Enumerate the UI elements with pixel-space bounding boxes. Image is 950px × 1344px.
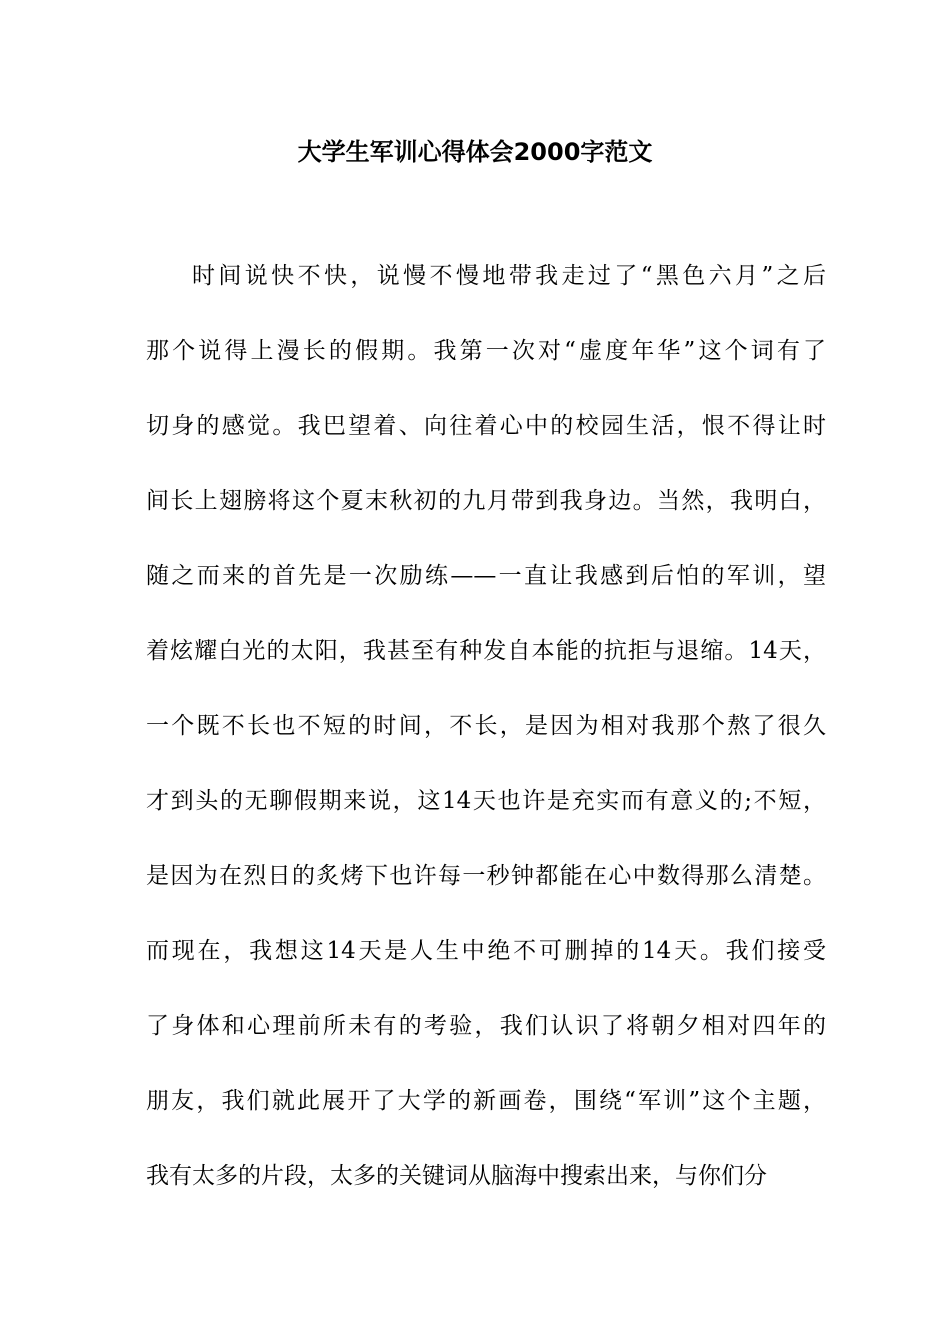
- text-line: 着炫耀白光的太阳，我甚至有种发自本能的抗拒与退缩。14天，: [146, 638, 826, 664]
- text-line: 才到头的无聊假期来说，这14天也许是充实而有意义的;不短，: [146, 788, 826, 814]
- text-line: 随之而来的首先是一次励练——一直让我感到后怕的军训，望: [146, 563, 826, 589]
- text-line: 切身的感觉。我巴望着、向往着心中的校园生活，恨不得让时: [146, 413, 826, 439]
- text-line: 了身体和心理前所未有的考验，我们认识了将朝夕相对四年的: [146, 1013, 826, 1039]
- document-title: 大学生军训心得体会2000字范文: [297, 138, 653, 166]
- text-line: 一个既不长也不短的时间，不长，是因为相对我那个熬了很久: [146, 713, 826, 739]
- text-line: 是因为在烈日的炙烤下也许每一秒钟都能在心中数得那么清楚。: [146, 863, 826, 889]
- text-line: 我有太多的片段，太多的关键词从脑海中搜索出来，与你们分: [146, 1163, 767, 1189]
- text-line: 那个说得上漫长的假期。我第一次对“虚度年华”这个词有了: [146, 338, 826, 364]
- text-line: 而现在，我想这14天是人生中绝不可删掉的14天。我们接受: [146, 938, 826, 964]
- body-paragraph: [146, 258, 826, 1233]
- text-line: 时间说快不快，说慢不慢地带我走过了“黑色六月”之后: [192, 263, 826, 289]
- text-line: 朋友，我们就此展开了大学的新画卷，围绕“军训”这个主题，: [146, 1088, 826, 1114]
- text-line: 间长上翅膀将这个夏末秋初的九月带到我身边。当然，我明白，: [146, 488, 826, 514]
